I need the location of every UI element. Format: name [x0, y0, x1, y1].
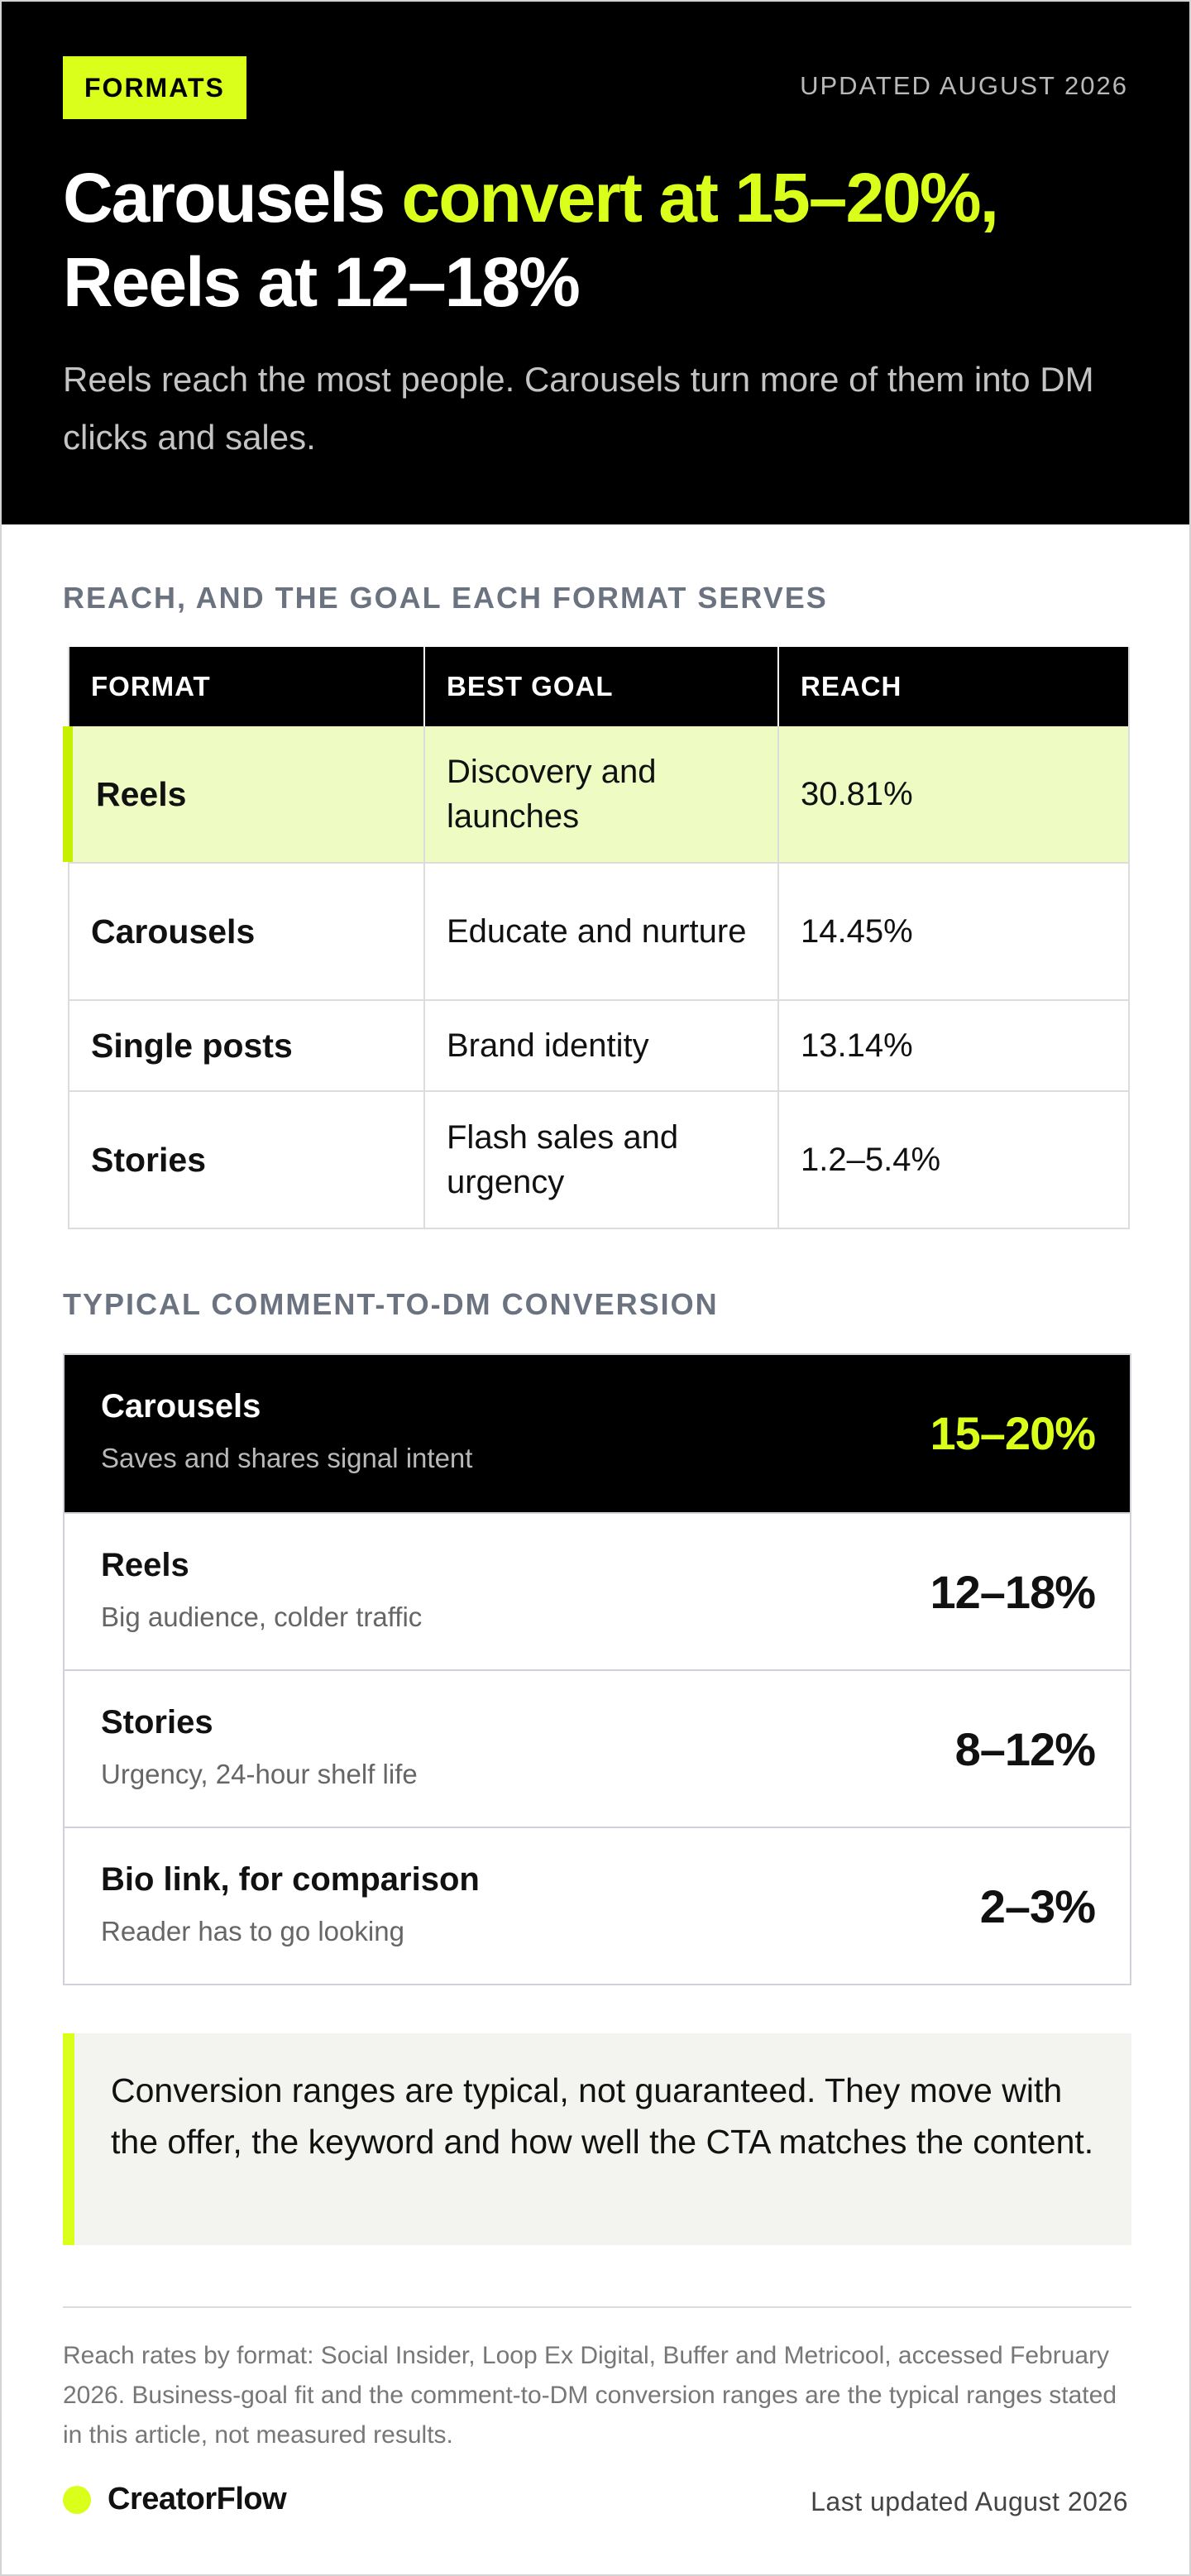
conversion-format-desc: Saves and shares signal intent: [101, 1443, 473, 1473]
goal-cell: Discovery and launches: [423, 726, 777, 862]
conversion-format-name: Carousels: [101, 1388, 261, 1424]
last-updated: Last updated August 2026: [811, 2487, 1128, 2516]
reach-cell: 13.14%: [777, 1001, 1128, 1090]
column-header-goal: BEST GOAL: [423, 647, 777, 726]
conversion-rate: 15–20%: [930, 1407, 1095, 1459]
list-item: [65, 1512, 1130, 1669]
title-highlight: convert at 15–20%,: [401, 159, 997, 237]
conversion-list: [63, 1353, 1131, 1985]
conversion-rate: 8–12%: [954, 1723, 1095, 1775]
conversion-format-name: Stories: [101, 1704, 213, 1740]
brand-dot-icon: [63, 2486, 91, 2514]
column-header-reach: REACH: [777, 647, 1128, 726]
format-cell: Stories: [91, 1141, 206, 1179]
format-cell: Reels: [96, 775, 187, 813]
reach-cell: 14.45%: [777, 864, 1128, 999]
list-item: [65, 1669, 1130, 1827]
category-tag: FORMATS: [63, 56, 246, 119]
reach-section-label: REACH, AND THE GOAL EACH FORMAT SERVES: [63, 581, 828, 615]
sources-text: Reach rates by format: Social Insider, Loop Ex Digital, Buffer and Metricool, accessed February 2026. Business-goal fit and the comment-to-DM conversion ranges are the typical ranges stated in this article, not measured results.: [63, 2342, 1117, 2449]
format-cell: Carousels: [91, 912, 256, 950]
brand-logo: [63, 2482, 286, 2517]
table-row: [69, 726, 1128, 864]
conversion-format-desc: Reader has to go looking: [101, 1916, 404, 1946]
column-header-format: FORMAT: [91, 671, 211, 701]
table-header-row: [69, 647, 1128, 726]
table-row: [69, 864, 1128, 1001]
reach-table: [68, 647, 1130, 1229]
goal-cell: Brand identity: [423, 1001, 777, 1090]
table-row: [69, 1001, 1128, 1092]
table-row: [69, 1092, 1128, 1229]
reach-cell: 1.2–5.4%: [777, 1092, 1128, 1228]
conversion-section-label: TYPICAL COMMENT-TO-DM CONVERSION: [63, 1287, 719, 1321]
page-subtitle: Reels reach the most people. Carousels turn more of them into DM clicks and sales.: [63, 360, 1094, 457]
brand-name: CreatorFlow: [108, 2482, 287, 2516]
list-item: [65, 1827, 1130, 1984]
format-cell: Single posts: [91, 1027, 293, 1065]
footer-divider: [63, 2306, 1131, 2308]
title-part-2: Reels at 12–18%: [63, 243, 579, 321]
disclaimer-note: Conversion ranges are typical, not guaranteed. They move with the offer, the keyword and how well the CTA matches the content.: [63, 2033, 1131, 2245]
goal-cell: Flash sales and urgency: [423, 1092, 777, 1228]
conversion-format-desc: Big audience, colder traffic: [101, 1602, 423, 1632]
reach-cell: 30.81%: [777, 726, 1128, 862]
title-part-1: Carousels: [63, 159, 402, 237]
conversion-format-name: Reels: [101, 1547, 189, 1583]
page-title: [63, 156, 1138, 324]
header: [2, 2, 1189, 524]
list-item: [65, 1355, 1130, 1512]
goal-cell: Educate and nurture: [423, 864, 777, 999]
conversion-format-name: Bio link, for comparison: [101, 1861, 480, 1898]
conversion-rate: 2–3%: [979, 1880, 1095, 1932]
conversion-rate: 12–18%: [930, 1566, 1095, 1618]
conversion-format-desc: Urgency, 24-hour shelf life: [101, 1759, 418, 1789]
updated-date: UPDATED AUGUST 2026: [800, 71, 1128, 100]
